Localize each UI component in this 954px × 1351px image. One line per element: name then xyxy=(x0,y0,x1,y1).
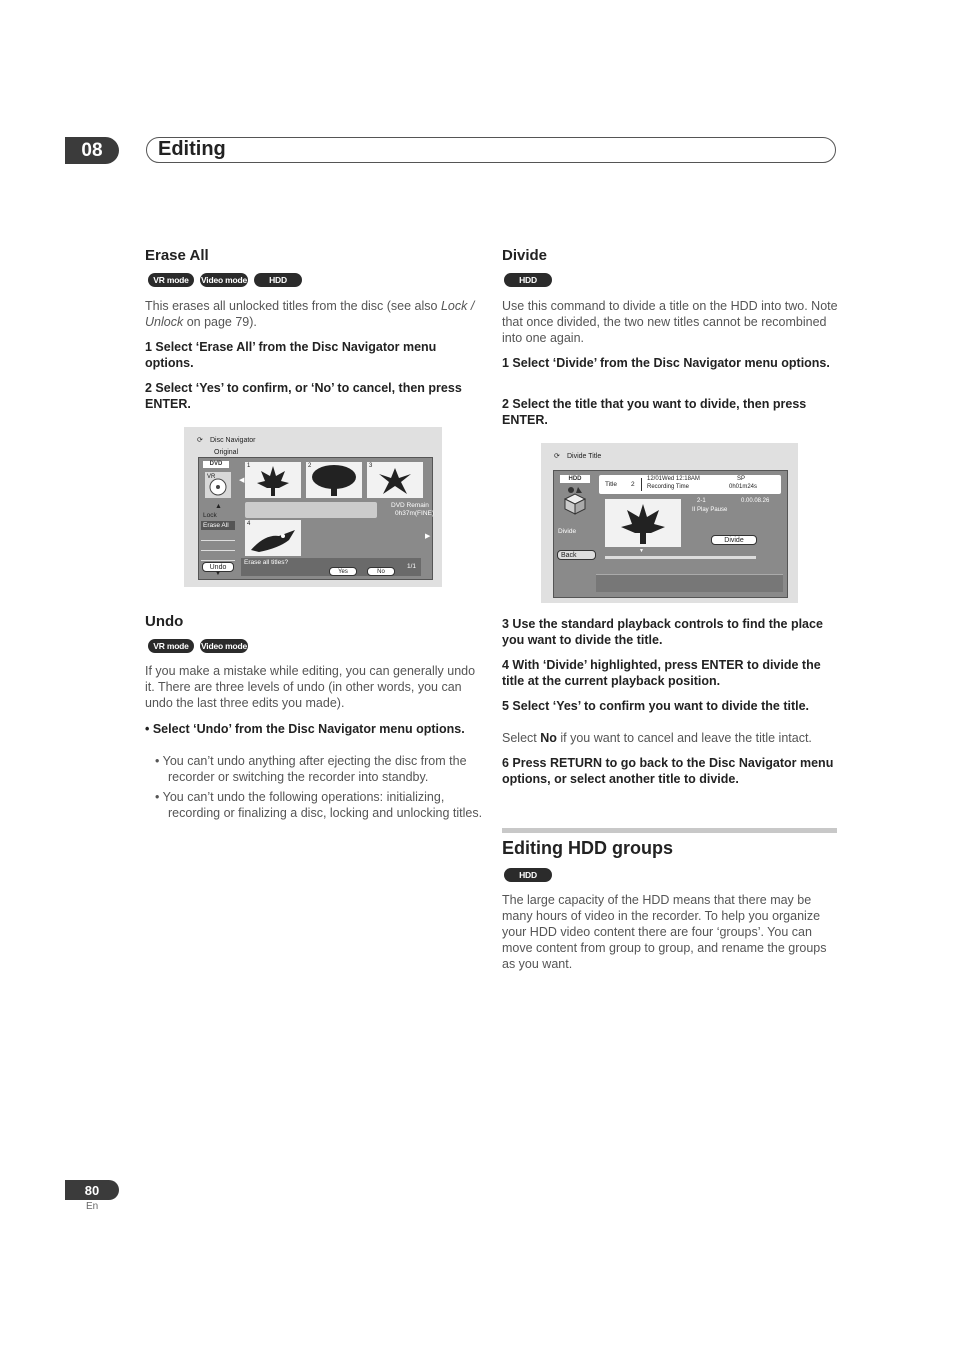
undo-note-1: • You can’t undo anything after ejecting the disc from the recorder or switching the recorder into standby. xyxy=(155,754,467,784)
dvd-remain-value: 0h37m(FINE) xyxy=(395,510,435,517)
undo-note-2: • You can’t undo the following operations: initializing, recording or finalizing a disc, locking and unlocking titles. xyxy=(155,790,483,820)
divide-title-screenshot xyxy=(541,443,798,603)
divide-heading: Divide xyxy=(502,247,548,264)
divide-title-icon: ⟳ xyxy=(554,453,560,460)
title-thumb-4[interactable]: 4 xyxy=(245,520,301,556)
section-divider xyxy=(502,828,837,833)
divide-intro: Use this command to divide a title on the HDD into two. Note that once divided, the two new titles cannot be recombined into one again. xyxy=(502,299,838,345)
right-arrow-icon[interactable]: ▶ xyxy=(425,533,431,540)
title-thumb-2[interactable]: 2 xyxy=(306,462,362,498)
undo-step: • Select ‘Undo’ from the Disc Navigator menu options. xyxy=(145,722,465,736)
page-indicator: 1/1 xyxy=(407,563,417,570)
title-info-panel xyxy=(599,475,781,494)
erase-all-step-2: 2 Select ‘Yes’ to confirm, or ‘No’ to cancel, then press ENTER. xyxy=(145,381,462,411)
dvd-logo: DVD xyxy=(203,461,229,468)
chapter-number: 08 xyxy=(65,137,119,164)
divide-step-5-note: Select No if you want to cancel and leave the title intact. xyxy=(502,731,812,745)
erase-prompt-text: Erase all titles? xyxy=(244,559,289,566)
divide-badges xyxy=(504,273,552,287)
hdd-groups-heading: Editing HDD groups xyxy=(502,838,673,858)
recording-duration: 0h01m24s xyxy=(729,484,758,490)
title-number: 2 xyxy=(631,481,635,488)
hdd-badge: HDD xyxy=(504,273,552,287)
divide-title-heading: Divide Title xyxy=(567,453,602,460)
disc-icon: VR xyxy=(205,472,231,498)
maple-leaf-icon xyxy=(245,462,301,498)
hdd-logo: HDD xyxy=(560,475,590,483)
vr-mode-badge: VR mode xyxy=(148,639,194,653)
divide-step-5: 5 Select ‘Yes’ to confirm you want to divide the title. xyxy=(502,699,810,713)
vr-mode-badge: VR mode xyxy=(148,273,194,287)
title-info-bar xyxy=(245,502,377,518)
left-arrow-icon[interactable]: ◀ xyxy=(239,477,245,484)
timecode: 0.00.08.26 xyxy=(741,498,770,504)
page-number: 80 xyxy=(65,1180,119,1200)
position-marker-icon: ▼ xyxy=(639,548,644,554)
recording-time-label: Recording Time xyxy=(647,484,690,490)
disc-navigator-icon: ⟳ xyxy=(197,437,203,444)
chapter-title-bar xyxy=(146,137,836,163)
title-thumb-3[interactable]: 3 xyxy=(367,462,423,498)
chapter-title: Editing xyxy=(158,138,226,160)
original-tab: Original xyxy=(214,449,239,456)
divide-menu-item[interactable]: Divide xyxy=(558,528,577,535)
maple-leaf-icon xyxy=(605,499,681,547)
undo-intro: If you make a mistake while editing, you can generally undo it. There are three levels of undo (in other words, you can undo the last three edits you made). xyxy=(145,664,476,710)
no-button[interactable]: No xyxy=(367,567,395,576)
lily-flower-icon xyxy=(367,462,423,498)
up-arrow-icon: ▲ xyxy=(215,503,222,510)
yes-button[interactable]: Yes xyxy=(329,567,357,576)
hdd-groups-intro: The large capacity of the HDD means that there may be many hours of video in the recorder. To help you organize your HDD video content there are four ‘groups’. You can move content from group to group, and rename the groups as you want. xyxy=(502,893,827,971)
info-strip xyxy=(596,574,783,592)
divide-preview xyxy=(605,499,681,547)
disc-navigator-screenshot xyxy=(184,427,442,587)
erase-all-step-1: 1 Select ‘Erase All’ from the Disc Navigator menu options. xyxy=(145,340,437,370)
title-label: Title xyxy=(605,481,618,488)
tree-icon xyxy=(306,462,362,498)
hdd-badge: HDD xyxy=(504,868,552,882)
hdd-groups-badges xyxy=(504,868,552,882)
play-status: II Play Pause xyxy=(692,507,728,513)
divide-step-3: 3 Use the standard playback controls to find the place you want to divide the title. xyxy=(502,617,823,647)
undo-heading: Undo xyxy=(145,613,184,630)
down-arrow-icon: ▼ xyxy=(215,571,221,577)
undo-menu-button[interactable]: Undo xyxy=(202,562,234,572)
divide-screen xyxy=(553,470,788,598)
navigator-screen xyxy=(198,457,433,580)
divide-button[interactable]: Divide xyxy=(711,535,757,545)
hdd-badge: HDD xyxy=(254,273,302,287)
record-mode: SP xyxy=(737,476,746,482)
hdd-box-icon xyxy=(562,485,588,515)
erase-all-menu-item[interactable]: Erase All xyxy=(201,521,235,530)
undo-badges xyxy=(148,639,248,653)
lock-menu-item[interactable]: Lock xyxy=(203,512,217,519)
divide-step-1: 1 Select ‘Divide’ from the Disc Navigator menu options. xyxy=(502,356,830,370)
divide-step-4: 4 With ‘Divide’ highlighted, press ENTER to divide the title at the current playback position. xyxy=(502,658,821,688)
title-thumb-1[interactable]: 1 xyxy=(245,462,301,498)
divide-step-2: 2 Select the title that you want to divide, then press ENTER. xyxy=(502,397,807,427)
disc-navigator-title: Disc Navigator xyxy=(210,437,256,444)
toucan-bird-icon xyxy=(245,520,301,556)
record-datetime: 12/01Wed 12:18AM xyxy=(647,476,700,482)
video-mode-badge: Video mode xyxy=(200,275,248,285)
erase-all-heading: Erase All xyxy=(145,247,209,264)
dvd-remain-label: DVD Remain xyxy=(391,502,429,509)
playback-progress-bar[interactable] xyxy=(605,556,756,559)
erase-all-badges xyxy=(148,273,302,287)
divide-step-6: 6 Press RETURN to go back to the Disc Navigator menu options, or select another title to divide. xyxy=(502,756,834,786)
back-button[interactable]: Back xyxy=(557,550,596,560)
video-mode-badge: Video mode xyxy=(200,641,248,651)
erase-all-intro: This erases all unlocked titles from the disc (see also Lock / Unlock on page 79). xyxy=(145,299,475,329)
chapter-number: 2-1 xyxy=(697,498,706,504)
erase-prompt-box xyxy=(241,558,421,576)
page-language: En xyxy=(86,1201,99,1212)
